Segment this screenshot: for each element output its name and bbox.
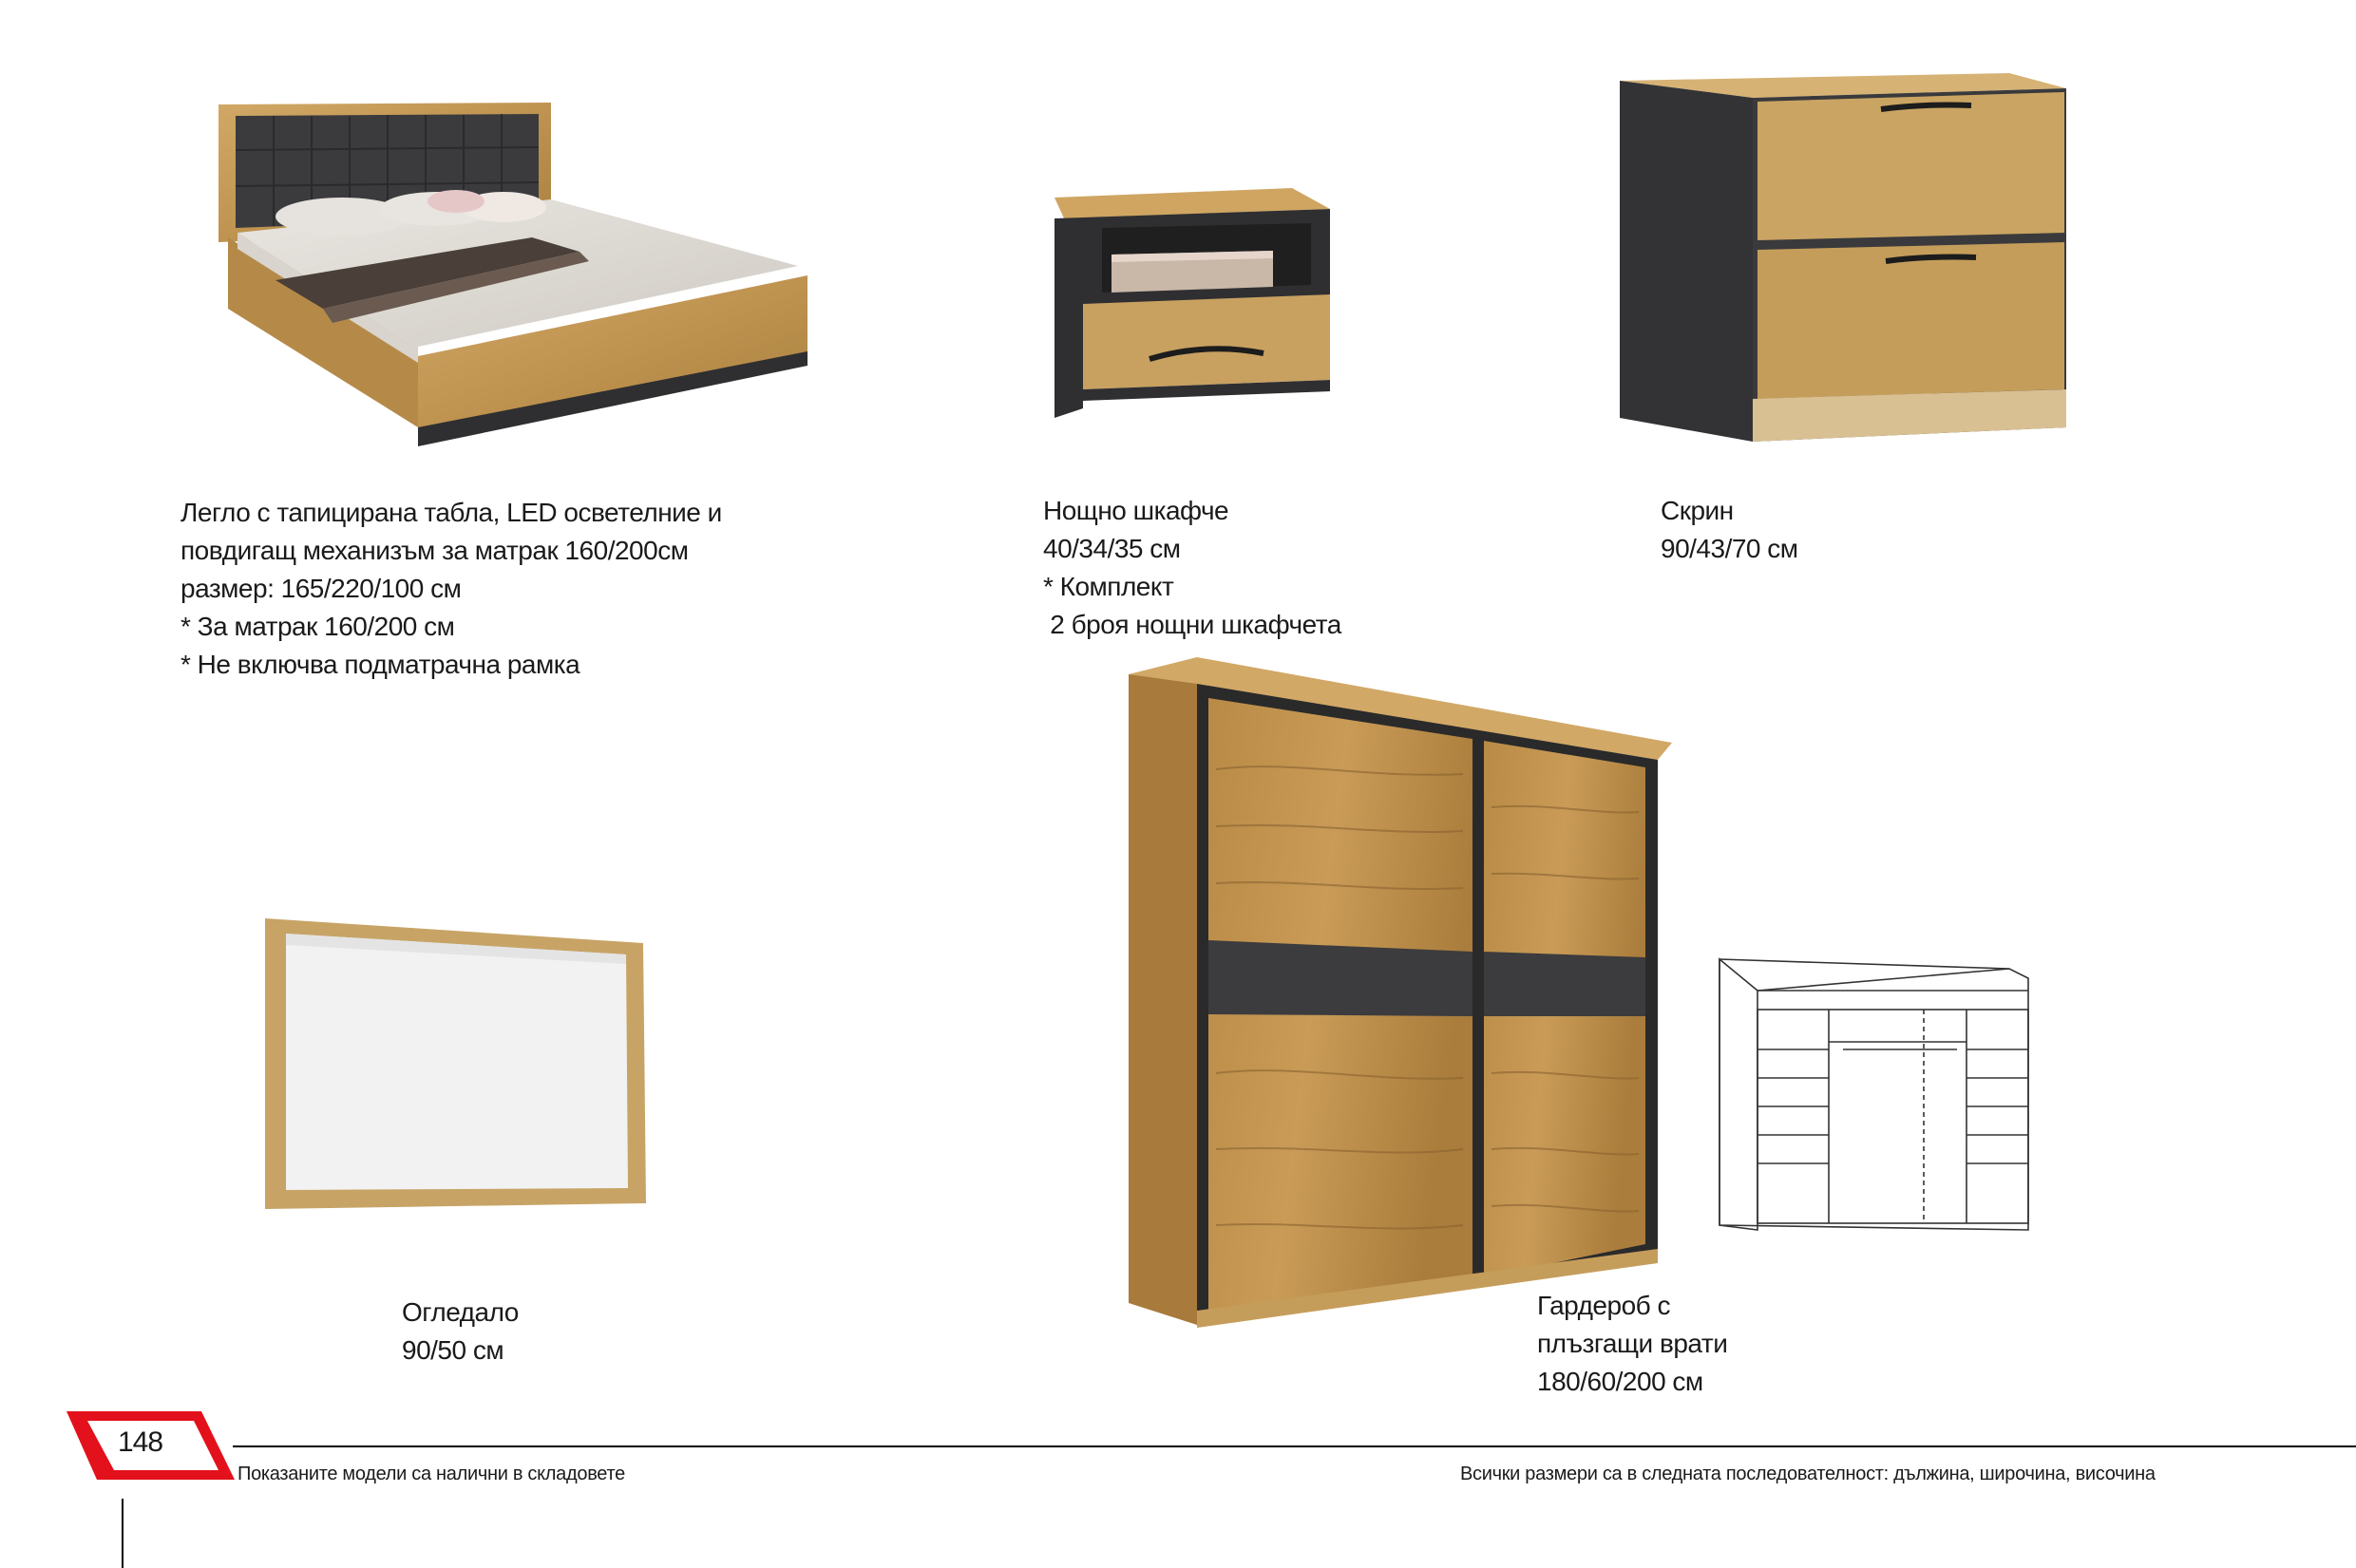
- chest-caption: [1661, 492, 1798, 568]
- wardrobe-caption-line: плъзгащи врати: [1537, 1329, 1728, 1358]
- mirror-caption-line: 90/50 см: [402, 1335, 504, 1365]
- wardrobe-schema: [1715, 954, 2033, 1235]
- footer-left-note: Показаните модели са налични в складовете: [238, 1464, 625, 1484]
- bed-caption-line: размер: 165/220/100 см: [180, 574, 462, 603]
- bed-image: [218, 95, 826, 475]
- bed-caption-line: * Не включва подматрачна рамка: [180, 650, 580, 679]
- mirror-image: [261, 916, 651, 1211]
- wardrobe-image: [1121, 655, 1677, 1330]
- wardrobe-interior-schema-image: [1715, 954, 2033, 1235]
- wardrobe-sliding-doors-image: [1121, 655, 1677, 1330]
- nightstand-caption-line: Нощно шкафче: [1043, 496, 1229, 525]
- bed-caption-line: * За матрак 160/200 см: [180, 612, 455, 641]
- mirror-caption: [402, 1294, 519, 1370]
- bed-upholstered-headboard-image: [218, 95, 826, 475]
- bed-caption-line: повдигащ механизъм за матрак 160/200см: [180, 536, 689, 565]
- chest-of-drawers-image: [1610, 62, 2076, 451]
- footer-divider: [233, 1445, 2356, 1447]
- wardrobe-caption: [1537, 1287, 1727, 1401]
- mirror-caption-line: Огледало: [402, 1297, 519, 1327]
- bed-caption-line: Легло с тапицирана табла, LED осветелние и: [180, 498, 722, 527]
- nightstand-caption-line: 2 броя нощни шкафчета: [1043, 610, 1341, 639]
- chest-image: [1610, 62, 2076, 451]
- page-number: 148: [118, 1426, 163, 1458]
- mirror-image: [261, 916, 651, 1211]
- nightstand-caption-line: * Комплект: [1043, 572, 1174, 601]
- wardrobe-caption-line: Гардероб с: [1537, 1291, 1670, 1320]
- wardrobe-caption-line: 180/60/200 см: [1537, 1367, 1703, 1396]
- nightstand-caption: [1043, 492, 1341, 644]
- margin-line: [122, 1499, 124, 1568]
- chest-caption-line: Скрин: [1661, 496, 1734, 525]
- nightstand-image: [1045, 171, 1340, 427]
- nightstand-caption-line: 40/34/35 см: [1043, 534, 1181, 563]
- chest-caption-line: 90/43/70 см: [1661, 534, 1798, 563]
- bed-caption: [180, 494, 722, 684]
- footer-right-note: Всички размери са в следната последователност: дължина, широчина, височина: [1460, 1464, 2156, 1484]
- nightstand-image: [1045, 171, 1340, 427]
